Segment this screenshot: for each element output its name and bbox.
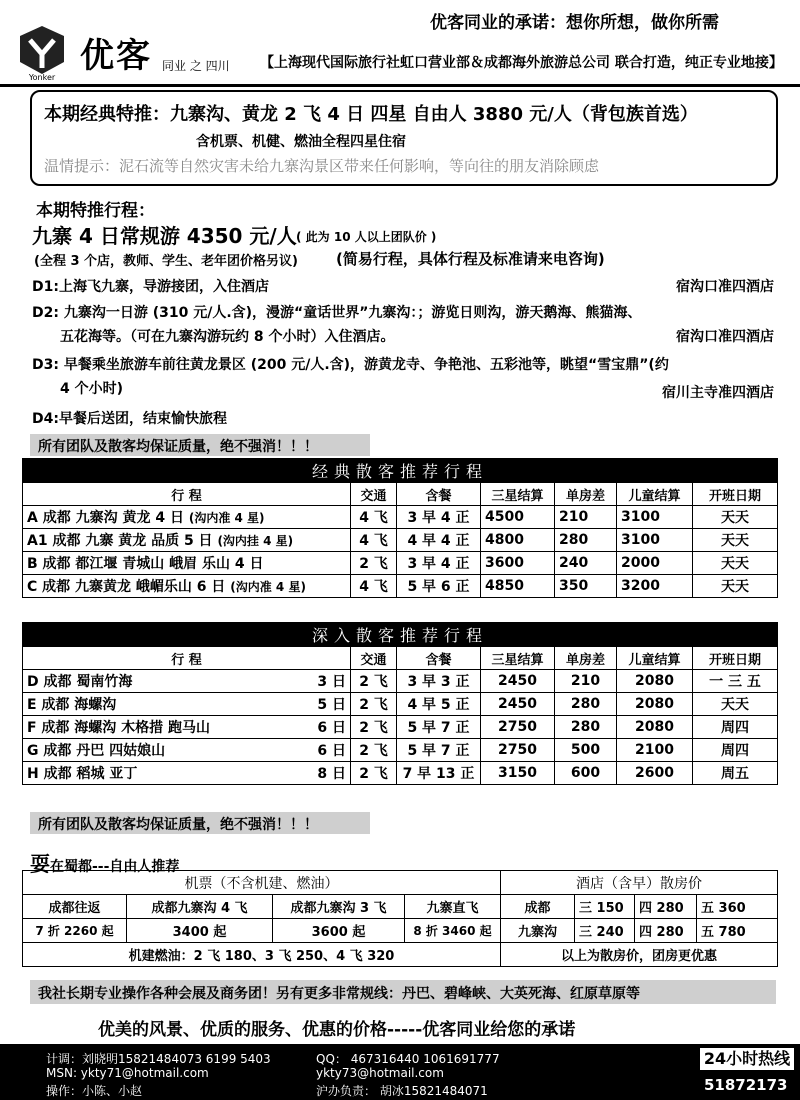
route-note: ( 此为 10 人以上团队价 ) — [296, 230, 437, 244]
guarantee-band: 所有团队及散客均保证质量，绝不强消！！！ — [30, 434, 370, 456]
meals-cell: 7 早 13 正 — [397, 762, 481, 785]
days-cell: 8 日 — [317, 766, 346, 782]
air-col: 成都九寨沟 3 飞 — [273, 895, 405, 919]
footer-email: ykty73@hotmail.com — [316, 1066, 444, 1080]
transport-cell: 4 飞 — [351, 506, 397, 529]
brand-name: 优客 — [80, 36, 152, 76]
price-cell: 4800 — [481, 529, 555, 552]
deep-table-title: 深入散客推荐行程 — [23, 623, 778, 647]
day-4-line1: D4:早餐后送团，结束愉快旅程 — [32, 411, 227, 427]
days-cell: 5 日 — [317, 697, 346, 713]
hotel-5star: 五 780 — [697, 919, 778, 943]
child-cell: 2000 — [617, 552, 693, 575]
transport-cell: 2 飞 — [351, 716, 397, 739]
days-cell: 6 日 — [317, 743, 346, 759]
route-cell: A1 成都 九寨 黄龙 品质 5 日 — [27, 533, 213, 549]
child-cell: 3100 — [617, 506, 693, 529]
col-header: 儿童结算 — [617, 483, 693, 506]
free-heading-text: 在蜀都---自由人推荐 — [50, 859, 180, 875]
more-lines-band: 我社长期专业操作各种会展及商务团！另有更多非常规线：丹巴、碧峰峡、大英死海、红原草原等 — [30, 980, 776, 1004]
price-cell: 4500 — [481, 506, 555, 529]
brand-logo-icon — [12, 22, 72, 82]
feature-tip: 温情提示：泥石流等自然灾害未给九寨沟景区带来任何影响，等向往的朋友消除顾虑 — [44, 157, 600, 175]
classic-table — [22, 458, 778, 598]
day-2-line1: D2: 九寨沟一日游 (310 元/人.含)，漫游“童话世界”九寨沟：；游览日则沟，游天鹅海、熊猫海、 — [32, 305, 642, 321]
route-simple-note: (简易行程，具体行程及标准请来电咨询) — [336, 250, 605, 268]
days-cell: 6 日 — [317, 720, 346, 736]
transport-cell: 4 飞 — [351, 529, 397, 552]
feature-title: 本期经典特推：九寨沟、黄龙 2 飞 4 日 四星 自由人 3880 元/人（背包族首选） — [44, 104, 698, 125]
meals-cell: 4 早 4 正 — [397, 529, 481, 552]
single-cell: 240 — [555, 552, 617, 575]
deep-table — [22, 622, 778, 785]
route-scope: (全程 3 个店，教师、学生、老年团价格另议) — [34, 254, 298, 269]
hotel-city: 九寨沟 — [501, 919, 575, 943]
price-cell: 2750 — [481, 716, 555, 739]
col-header: 行 程 — [23, 483, 351, 506]
child-cell: 2080 — [617, 670, 693, 693]
hotel-note: 以上为散房价，团房更优惠 — [501, 943, 778, 967]
price-cell: 2750 — [481, 739, 555, 762]
table-row — [23, 529, 778, 552]
brand-subtitle: 同业 之 四川 — [162, 59, 230, 73]
single-cell: 280 — [555, 529, 617, 552]
child-cell: 3200 — [617, 575, 693, 598]
day-3-line1: D3: 早餐乘坐旅游车前往黄龙景区 (200 元/人.含)，游黄龙寺、争艳池、五彩池等，眺望“雪宝鼎”(约 — [32, 357, 669, 373]
footer-shanghai-office: 沪办负责： 胡冰15821484071 — [316, 1084, 488, 1098]
hotel-3star: 三 240 — [575, 919, 635, 943]
day-3-line2: 4 个小时) — [60, 381, 124, 397]
slogan: 优美的风景、优质的服务、优惠的价格-----优客同业给您的承诺 — [98, 1020, 576, 1040]
air-price: 3400 起 — [127, 919, 273, 943]
day-3-hotel: 宿川主寺准四酒店 — [662, 385, 774, 401]
col-header: 含餐 — [397, 647, 481, 670]
transport-cell: 2 飞 — [351, 762, 397, 785]
price-cell: 3150 — [481, 762, 555, 785]
header-divider — [0, 84, 800, 87]
free-heading-big: 耍 — [30, 852, 50, 876]
route-cell: C 成都 九寨黄龙 峨嵋乐山 6 日 — [27, 579, 226, 595]
transport-cell: 2 飞 — [351, 670, 397, 693]
table-row — [23, 716, 778, 739]
price-cell: 2450 — [481, 670, 555, 693]
air-price: 8 折 3460 起 — [405, 919, 501, 943]
route-note-cell: (沟内准 4 星) — [188, 511, 265, 525]
meals-cell: 5 早 7 正 — [397, 739, 481, 762]
days-cell: 3 日 — [317, 674, 346, 690]
schedule-cell: 天天 — [693, 552, 778, 575]
col-header: 含餐 — [397, 483, 481, 506]
route-cell: H 成都 稻城 亚丁 — [27, 766, 138, 782]
route-cell: B 成都 都江堰 青城山 峨眉 乐山 4 日 — [27, 556, 264, 572]
col-header: 交通 — [351, 483, 397, 506]
footer — [0, 1044, 800, 1100]
route-cell: G 成都 丹巴 四姑娘山 — [27, 743, 166, 759]
table-row — [23, 670, 778, 693]
hotline-number: 51872173 — [704, 1076, 788, 1094]
col-header: 开班日期 — [693, 647, 778, 670]
child-cell: 2080 — [617, 716, 693, 739]
child-cell: 2600 — [617, 762, 693, 785]
fuel-note: 机建燃油：2 飞 180、3 飞 250、4 飞 320 — [23, 943, 501, 967]
air-col: 成都往返 — [23, 895, 127, 919]
table-row — [23, 762, 778, 785]
footer-contact-1: 计调：刘晓明15821484073 6199 5403 — [46, 1052, 271, 1066]
air-title: 机票（不含机建、燃油） — [23, 871, 501, 895]
day-1-hotel: 宿沟口准四酒店 — [676, 279, 774, 295]
route-name: 九寨 4 日常规游 4350 元/人 — [32, 224, 297, 248]
child-cell: 2080 — [617, 693, 693, 716]
child-cell: 2100 — [617, 739, 693, 762]
hotline-label: 24小时热线 — [698, 1046, 796, 1072]
air-price: 7 折 2260 起 — [23, 919, 127, 943]
schedule-cell: 周四 — [693, 716, 778, 739]
single-cell: 210 — [555, 670, 617, 693]
hotel-5star: 五 360 — [697, 895, 778, 919]
hotel-3star: 三 150 — [575, 895, 635, 919]
feature-subtitle: 含机票、机健、燃油全程四星住宿 — [196, 134, 406, 150]
footer-operators: 操作：小陈、小赵 — [46, 1084, 143, 1098]
table-row — [23, 693, 778, 716]
hotel-city: 成都 — [501, 895, 575, 919]
transport-cell: 2 飞 — [351, 693, 397, 716]
meals-cell: 3 早 4 正 — [397, 552, 481, 575]
col-header: 交通 — [351, 647, 397, 670]
air-col: 成都九寨沟 4 飞 — [127, 895, 273, 919]
schedule-cell: 周四 — [693, 739, 778, 762]
col-header: 单房差 — [555, 483, 617, 506]
partners-text: 【上海现代国际旅行社虹口营业部＆成都海外旅游总公司 联合打造，纯正专业地接】 — [260, 55, 783, 71]
single-cell: 280 — [555, 716, 617, 739]
price-cell: 3600 — [481, 552, 555, 575]
footer-qq: QQ： 467316440 1061691777 — [316, 1052, 500, 1066]
transport-cell: 4 飞 — [351, 575, 397, 598]
route-cell: F 成都 海螺沟 木格措 跑马山 — [27, 720, 211, 736]
single-cell: 210 — [555, 506, 617, 529]
air-col: 九寨直飞 — [405, 895, 501, 919]
price-cell: 2450 — [481, 693, 555, 716]
schedule-cell: 天天 — [693, 506, 778, 529]
route-note-cell: (沟内准 4 星) — [230, 580, 306, 594]
col-header: 行 程 — [23, 647, 351, 670]
route-cell: E 成都 海螺沟 — [27, 697, 117, 713]
route-cell: A 成都 九寨沟 黄龙 4 日 — [27, 510, 184, 526]
meals-cell: 4 早 5 正 — [397, 693, 481, 716]
meals-cell: 5 早 7 正 — [397, 716, 481, 739]
free-table — [22, 870, 778, 967]
meals-cell: 3 早 3 正 — [397, 670, 481, 693]
single-cell: 350 — [555, 575, 617, 598]
hotel-4star: 四 280 — [635, 919, 697, 943]
footer-msn: MSN: ykty71@hotmail.com — [46, 1066, 209, 1080]
schedule-cell: 天天 — [693, 693, 778, 716]
promise-text: 优客同业的承诺：想你所想，做你所需 — [430, 13, 719, 33]
schedule-cell: 一 三 五 — [693, 670, 778, 693]
table-row — [23, 552, 778, 575]
col-header: 三星结算 — [481, 647, 555, 670]
child-cell: 3100 — [617, 529, 693, 552]
guarantee-band-2: 所有团队及散客均保证质量，绝不强消！！！ — [30, 812, 370, 834]
single-cell: 600 — [555, 762, 617, 785]
schedule-cell: 天天 — [693, 575, 778, 598]
table-row — [23, 506, 778, 529]
meals-cell: 5 早 6 正 — [397, 575, 481, 598]
schedule-cell: 天天 — [693, 529, 778, 552]
logo-text: Yonker — [28, 73, 56, 82]
route-cell: D 成都 蜀南竹海 — [27, 674, 133, 690]
table-row — [23, 575, 778, 598]
transport-cell: 2 飞 — [351, 552, 397, 575]
schedule-cell: 周五 — [693, 762, 778, 785]
route-heading: 本期特推行程： — [36, 201, 155, 221]
table-row — [23, 739, 778, 762]
transport-cell: 2 飞 — [351, 739, 397, 762]
col-header: 儿童结算 — [617, 647, 693, 670]
hotel-title: 酒店（含早）散房价 — [501, 871, 778, 895]
day-2-hotel: 宿沟口准四酒店 — [676, 329, 774, 345]
hotel-4star: 四 280 — [635, 895, 697, 919]
day-2-line2: 五花海等。（可在九寨沟游玩约 8 个小时）入住酒店。 — [60, 329, 395, 345]
meals-cell: 3 早 4 正 — [397, 506, 481, 529]
single-cell: 280 — [555, 693, 617, 716]
col-header: 三星结算 — [481, 483, 555, 506]
air-price: 3600 起 — [273, 919, 405, 943]
col-header: 开班日期 — [693, 483, 778, 506]
single-cell: 500 — [555, 739, 617, 762]
col-header: 单房差 — [555, 647, 617, 670]
route-note-cell: (沟内挂 4 星) — [217, 534, 294, 548]
classic-table-title: 经典散客推荐行程 — [23, 459, 778, 483]
day-1-line1: D1:上海飞九寨，导游接团，入住酒店 — [32, 279, 269, 295]
price-cell: 4850 — [481, 575, 555, 598]
